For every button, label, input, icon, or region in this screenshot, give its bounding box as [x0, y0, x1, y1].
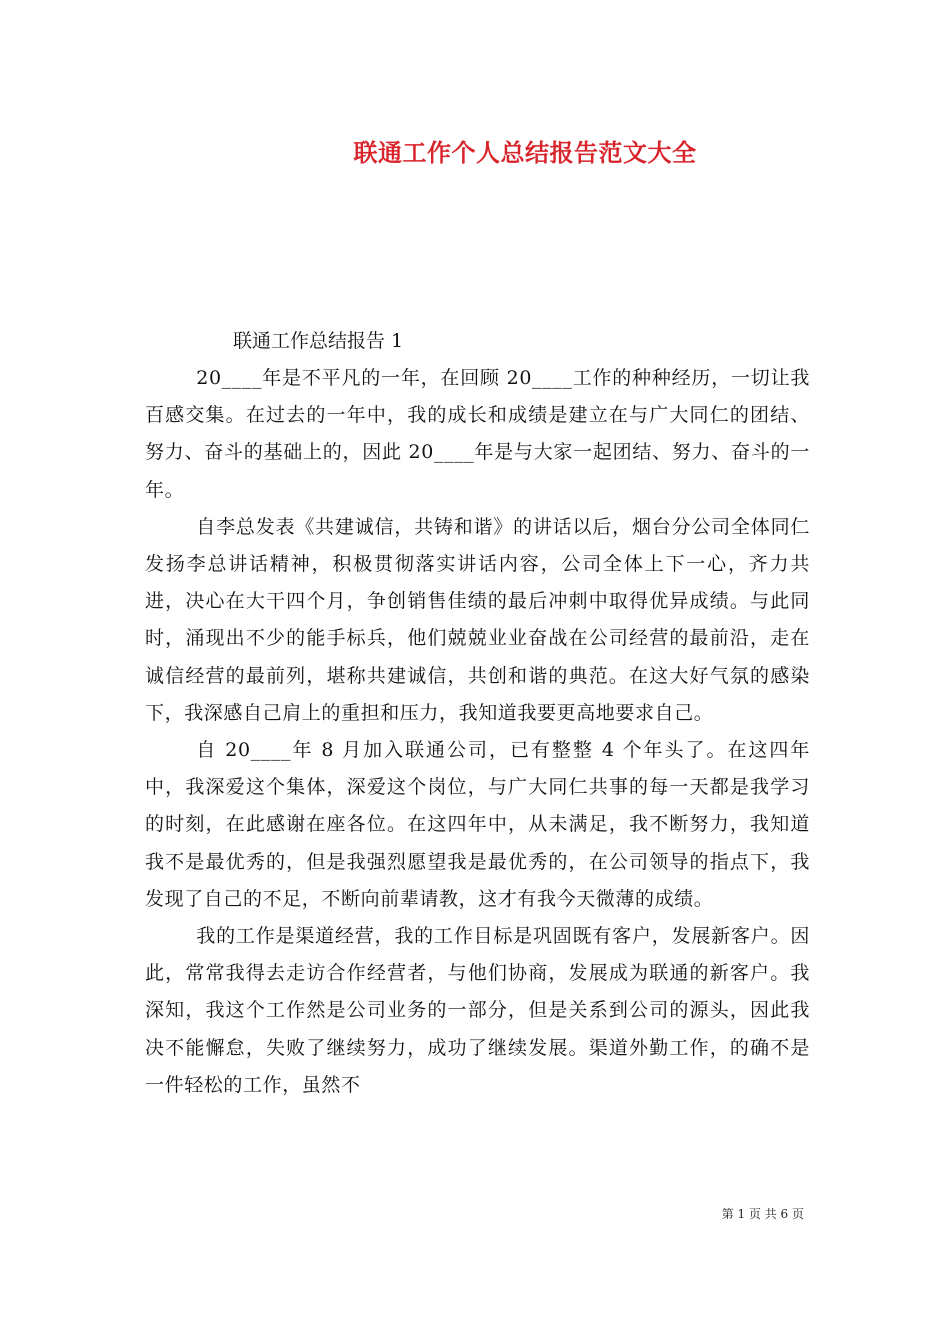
section-heading: 联通工作总结报告 1 — [233, 330, 404, 352]
paragraph-3: 自 20____年 8 月加入联通公司，已有整整 4 个年头了。在这四年中，我深爱这个集体，深爱这个岗位，与广大同仁共事的每一天都是我学习的时刻，在此感谢在座各位。在这四年中，从未满足，我不断努力，我知道我不是最优秀的，但是我强烈愿望我是最优秀的，在公司领导的指点下，我发现了自己的不足，不断向前辈请教，这才有我今天微薄的成绩。 — [145, 739, 810, 910]
page-footer: 第 1 页 共 6 页 — [721, 1207, 804, 1221]
paragraph-2: 自李总发表《共建诚信，共铸和谐》的讲话以后，烟台分公司全体同仁发扬李总讲话精神，积极贯彻落实讲话内容，公司全体上下一心，齐力共进，决心在大干四个月，争创销售佳绩的最后冲刺中取得优异成绩。与此同时，涌现出不少的能手标兵，他们兢兢业业奋战在公司经营的最前沿，走在诚信经营的最前列，堪称共建诚信，共创和谐的典范。在这大好气氛的感染下，我深感自己肩上的重担和压力，我知道我要更高地要求自己。 — [145, 515, 810, 724]
document-title: 联通工作个人总结报告范文大全 — [353, 138, 697, 167]
paragraph-1: 20____年是不平凡的一年，在回顾 20____工作的种种经历，一切让我百感交集。在过去的一年中，我的成长和成绩是建立在与广大同仁的团结、努力、奋斗的基础上的，因此 20____年是与大家一起团结、努力、奋斗的一年。 — [145, 367, 810, 501]
paragraph-4: 我的工作是渠道经营，我的工作目标是巩固既有客户，发展新客户。因此，常常我得去走访合作经营者，与他们协商，发展成为联通的新客户。我深知，我这个工作然是公司业务的一部分，但是关系到公司的源头，因此我决不能懈怠，失败了继续努力，成功了继续发展。渠道外勤工作，的确不是一件轻松的工作，虽然不 — [145, 925, 810, 1096]
document-body — [145, 360, 810, 1104]
